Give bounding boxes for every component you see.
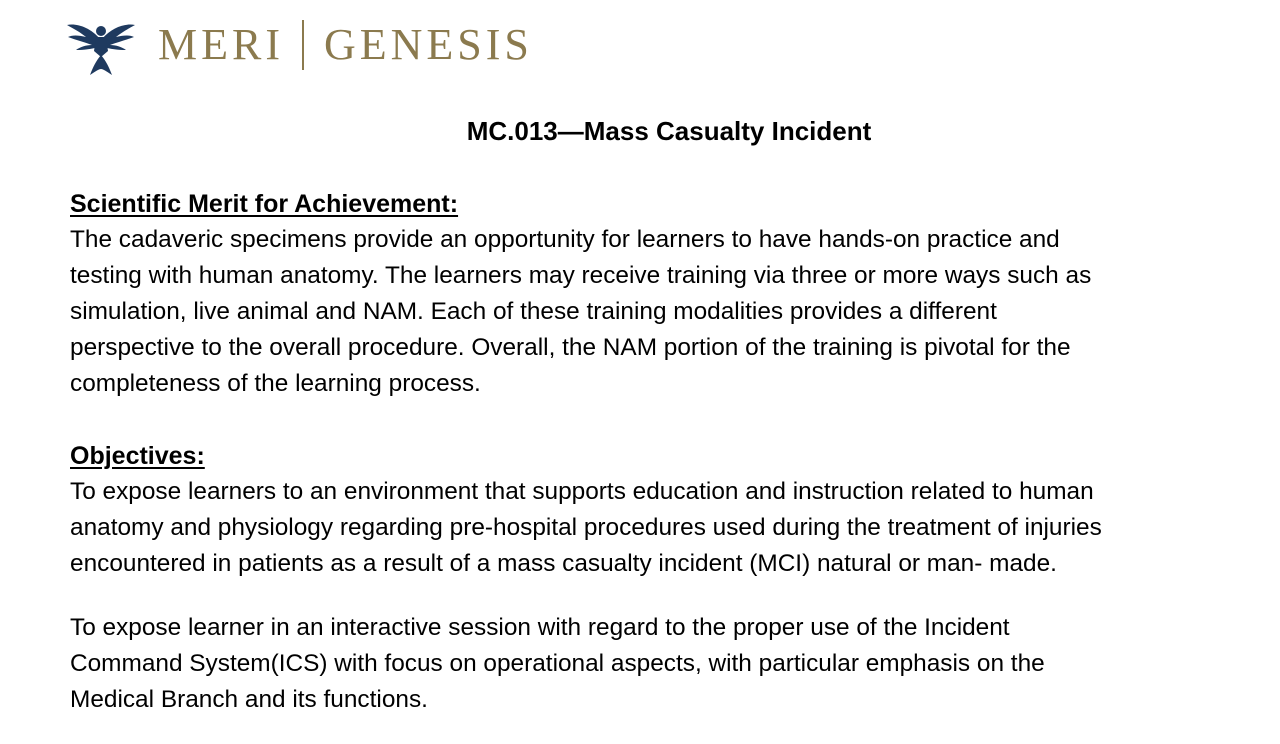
section-heading-scientific-merit: Scientific Merit for Achievement: bbox=[70, 190, 459, 218]
paragraph-objective-1: To expose learners to an environment that supports education and instruction related to human anatomy and physiology regarding pre-hospital procedures used during the treatment of injuries encountered in patients as a result of a mass casualty incident (MCI) natural or man- made. bbox=[70, 478, 1102, 577]
brand-name-left: MERI bbox=[158, 20, 284, 69]
brand-name-right: GENESIS bbox=[324, 20, 533, 69]
section-heading-objectives: Objectives: bbox=[70, 442, 205, 470]
brand-divider bbox=[302, 20, 304, 70]
section-objectives bbox=[70, 438, 1250, 582]
paragraph-objective-2: To expose learner in an interactive session with regard to the proper use of the Incident Command System(ICS) with focus on operational aspects, with particular emphasis on the Medical Branch and its functions. bbox=[70, 614, 1045, 713]
section-scientific-merit bbox=[70, 186, 1250, 402]
paragraph-scientific-merit: The cadaveric specimens provide an opportunity for learners to have hands-on practice and testing with human anatomy. The learners may receive training via three or more ways such as simulation, live animal and NAM. Each of these training modalities provides a different perspective to the overall procedure. Overall, the NAM portion of the training is pivotal for the completeness of the learning process. bbox=[70, 226, 1092, 397]
winged-emblem-icon bbox=[66, 13, 136, 77]
document-title: MC.013—Mass Casualty Incident bbox=[466, 116, 872, 146]
brand-logo bbox=[66, 12, 533, 78]
